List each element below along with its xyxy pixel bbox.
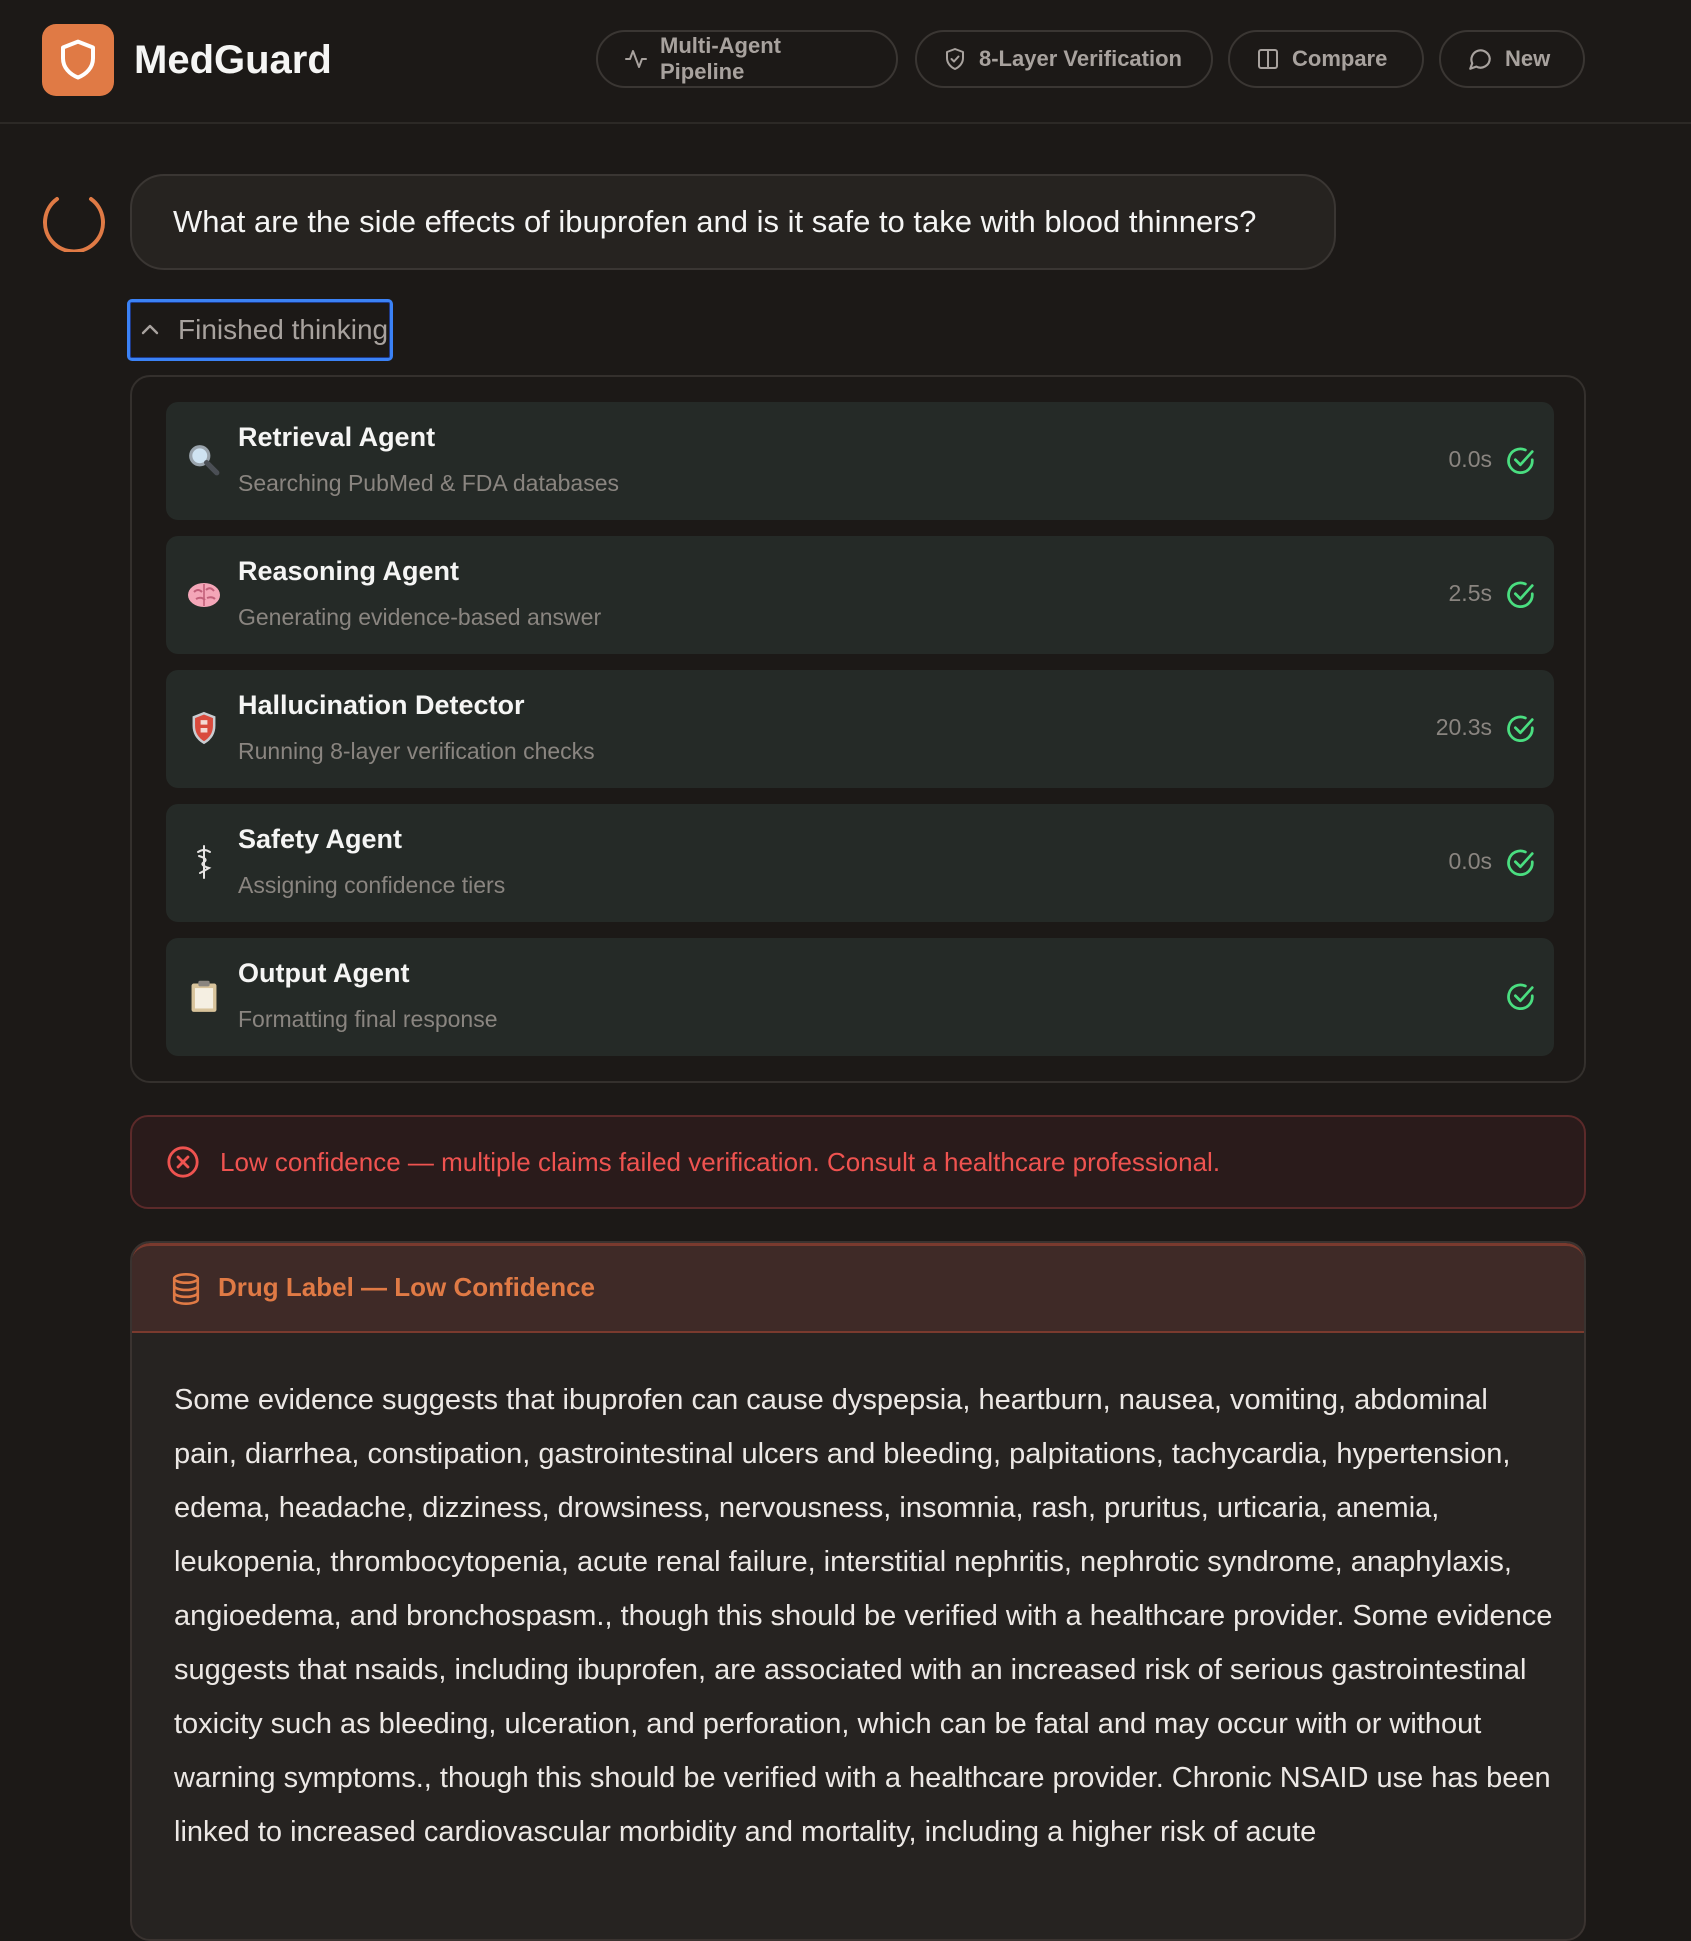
- check-circle-icon: [1506, 446, 1536, 476]
- shield-check-icon: [943, 47, 967, 71]
- top-bar: [0, 0, 1691, 124]
- agent-name: Output Agent: [238, 958, 410, 988]
- agent-duration: 20.3s: [1435, 714, 1492, 740]
- new-chat-label: New: [1505, 46, 1551, 71]
- shield-icon: [184, 708, 224, 748]
- drug-label-title: Drug Label — Low Confidence: [218, 1272, 596, 1302]
- agent-row-safety[interactable]: [166, 804, 1554, 922]
- agent-row-retrieval[interactable]: [166, 402, 1554, 520]
- shield-logo-icon[interactable]: [42, 24, 114, 96]
- agent-description: Running 8-layer verification checks: [238, 738, 595, 764]
- low-confidence-alert: [130, 1115, 1586, 1209]
- x-circle-icon: [166, 1145, 200, 1179]
- agent-description: Searching PubMed & FDA databases: [238, 470, 620, 496]
- magnifier-icon: [184, 440, 224, 480]
- agent-name: Retrieval Agent: [238, 422, 436, 452]
- multi-agent-pipeline-button[interactable]: [596, 30, 898, 88]
- brand-name: MedGuard: [134, 38, 332, 82]
- activity-icon: [624, 47, 648, 71]
- agent-duration: 0.0s: [1448, 848, 1492, 874]
- agent-description: Formatting final response: [238, 1006, 498, 1032]
- multi-agent-pipeline-label: Multi-Agent Pipeline: [660, 33, 781, 84]
- new-chat-button[interactable]: [1439, 30, 1585, 88]
- agent-name: Safety Agent: [238, 824, 403, 854]
- drug-label-card-header: [132, 1243, 1584, 1333]
- message-circle-icon: [1467, 46, 1493, 72]
- agent-row-reasoning[interactable]: [166, 536, 1554, 654]
- compare-button[interactable]: [1228, 30, 1424, 88]
- compare-label: Compare: [1292, 46, 1388, 71]
- user-question-text: What are the side effects of ibuprofen and is it safe to take with blood thinners?: [173, 204, 1257, 239]
- caduceus-icon: [184, 842, 224, 882]
- database-icon: [170, 1272, 202, 1306]
- check-circle-icon: [1506, 982, 1536, 1012]
- agent-description: Assigning confidence tiers: [238, 872, 506, 898]
- drug-label-card: [130, 1241, 1586, 1941]
- finished-thinking-toggle[interactable]: [127, 299, 393, 361]
- agent-name: Hallucination Detector: [238, 690, 525, 720]
- check-circle-icon: [1506, 580, 1536, 610]
- columns-icon: [1256, 47, 1280, 71]
- clipboard-icon: [184, 976, 224, 1016]
- check-circle-icon: [1506, 714, 1536, 744]
- agent-name: Reasoning Agent: [238, 556, 460, 586]
- agent-pipeline-panel: [130, 375, 1586, 1083]
- agent-duration: 0.0s: [1448, 446, 1492, 472]
- verification-button[interactable]: [915, 30, 1213, 88]
- brain-icon: [184, 574, 224, 614]
- agent-description: Generating evidence-based answer: [238, 604, 602, 630]
- alert-text: Low confidence — multiple claims failed verification. Consult a healthcare professional.: [220, 1146, 1221, 1177]
- user-question-bubble: [130, 174, 1336, 270]
- drug-label-body: Some evidence suggests that ibuprofen can cause dyspepsia, heartburn, nausea, vomiting, abdominal pain, diarrhea, constipation, gastrointestinal ulcers and bleeding, palpitations, tachycardia, hypertension, edema, headache, dizziness, drowsiness, nervousness, insomnia, rash, pruritus, urticaria, anemia, leukopenia, thrombocytopenia, acute renal failure, interstitial nephritis, nephrotic syndrome, anaphylaxis, angioedema, and bronchospasm., though this should be verified with a healthcare provider. Some evidence suggests that nsaids, including ibuprofen, are associated with an increased risk of serious gastrointestinal toxicity such as bleeding, ulceration, and perforation, which can be fatal and may occur with or without warning symptoms., though this should be verified with a healthcare provider. Chronic NSAID use has been linked to increased cardiovascular morbidity and mortality, including a higher risk of acute: [174, 1384, 1553, 1848]
- check-circle-icon: [1506, 848, 1536, 878]
- agent-row-hallucination-detector[interactable]: [166, 670, 1554, 788]
- verification-label: 8-Layer Verification: [979, 46, 1182, 71]
- agent-row-output[interactable]: [166, 938, 1554, 1056]
- loading-spinner-icon: [42, 188, 106, 252]
- finished-thinking-label: Finished thinking: [178, 314, 389, 345]
- agent-duration: 2.5s: [1448, 580, 1492, 606]
- chevron-up-icon: [138, 318, 162, 342]
